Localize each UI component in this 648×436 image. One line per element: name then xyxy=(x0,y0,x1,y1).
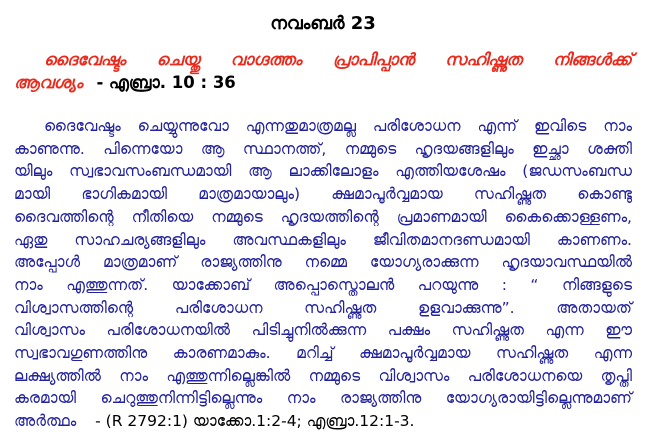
body-line: ദൈവത്തിന്റെ നീതിയെ നമ്മുടെ ഹൃദയത്തിന്റെ പ്രമാണമായി കൈക്കൊള്ളണം, xyxy=(14,207,632,226)
body-line: മായി ഭാഗികമായി മാത്രമായാലും) ക്ഷമാപൂർവ്വമായ സഹിഷ്ണുത കൊണ്ടു xyxy=(14,185,632,204)
body-line: ഏതു സാഹചര്യങ്ങളിലും അവസ്ഥകളിലും ജീവിതമാനദണ്ഡമായി കാണണം. xyxy=(14,230,632,249)
body-last-line xyxy=(14,410,632,433)
body-line: വിശ്വാസം പരിശോധനയിൽ പിടിച്ചുനിൽക്കുന്ന പക്ഷം സഹിഷ്ണുത എന്ന ഈ xyxy=(14,321,632,340)
page-title: നവംബർ 23 xyxy=(270,13,376,34)
body-line: നാം എത്തുന്നത്. യാക്കോബ് അപ്പൊസ്തൊലൻ പറയുന്നു : “ നിങ്ങളുടെ xyxy=(14,275,632,294)
body-line: അപ്പോൾ മാത്രമാണ് രാജ്യത്തിനു നമ്മെ യോഗ്യരാക്കുന്ന ഹൃദയാവസ്ഥയിൽ xyxy=(14,253,632,272)
body-paragraph xyxy=(14,115,632,433)
verse-block xyxy=(14,48,632,94)
body-line: കാണുന്നു. പിന്നെയോ ആ സ്ഥാനത്ത്, നമ്മുടെ ഹൃദയങ്ങളിലും ഇച്ഛാ ശക്തി xyxy=(14,139,632,158)
body-line: കരമായി ചെറുത്തുനിന്നിട്ടില്ലെന്നും നാം രാജ്യത്തിനു യോഗ്യരായിട്ടില്ലെന്നുമാണ് xyxy=(14,389,632,408)
body-line: വിശ്വാസത്തിന്റെ പരിശോധന സഹിഷ്ണുത ഉളവാക്കുന്നു”. അതായത് xyxy=(14,298,632,317)
body-last-word: അർത്ഥം xyxy=(14,412,77,431)
body-line: ദൈവേഷ്ടം ചെയ്യുന്നുവോ എന്നതുമാത്രമല്ല പരിശോധന എന്ന് ഇവിടെ നാം xyxy=(44,117,632,135)
body-line: യിലും സ്വഭാവസംബന്ധമായി ആ ലാക്കിലോളം എത്തിയശേഷം (ജഡസംബന്ധ xyxy=(14,162,632,181)
verse-line-2 xyxy=(14,71,632,94)
verse-line-1: ദൈവേഷ്ടം ചെയ്തു വാഗ്ദത്തം പ്രാപിപ്പാൻ സഹിഷ്ണുത നിങ്ങൾക്ക് xyxy=(44,50,632,69)
verse-line-2-text: ആവശ്യം xyxy=(14,73,83,92)
verse-reference: - എബ്രാ. 10 : 36 xyxy=(96,73,236,92)
body-line: ലക്ഷ്യത്തിൽ നാം എത്തുന്നില്ലെങ്കിൽ നമ്മുടെ വിശ്വാസം പരിശോധനയെ തൃപ്തി xyxy=(14,366,632,385)
citation-reference: - (R 2792:1) യാക്കോ.1:2-4; എബ്രാ.12:1-3. xyxy=(95,412,415,431)
body-line: സ്വഭാവഗുണത്തിനു കാരണമാകും. മറിച്ച് ക്ഷമാപൂർവ്വമായ സഹിഷ്ണുത എന്ന xyxy=(14,344,632,363)
